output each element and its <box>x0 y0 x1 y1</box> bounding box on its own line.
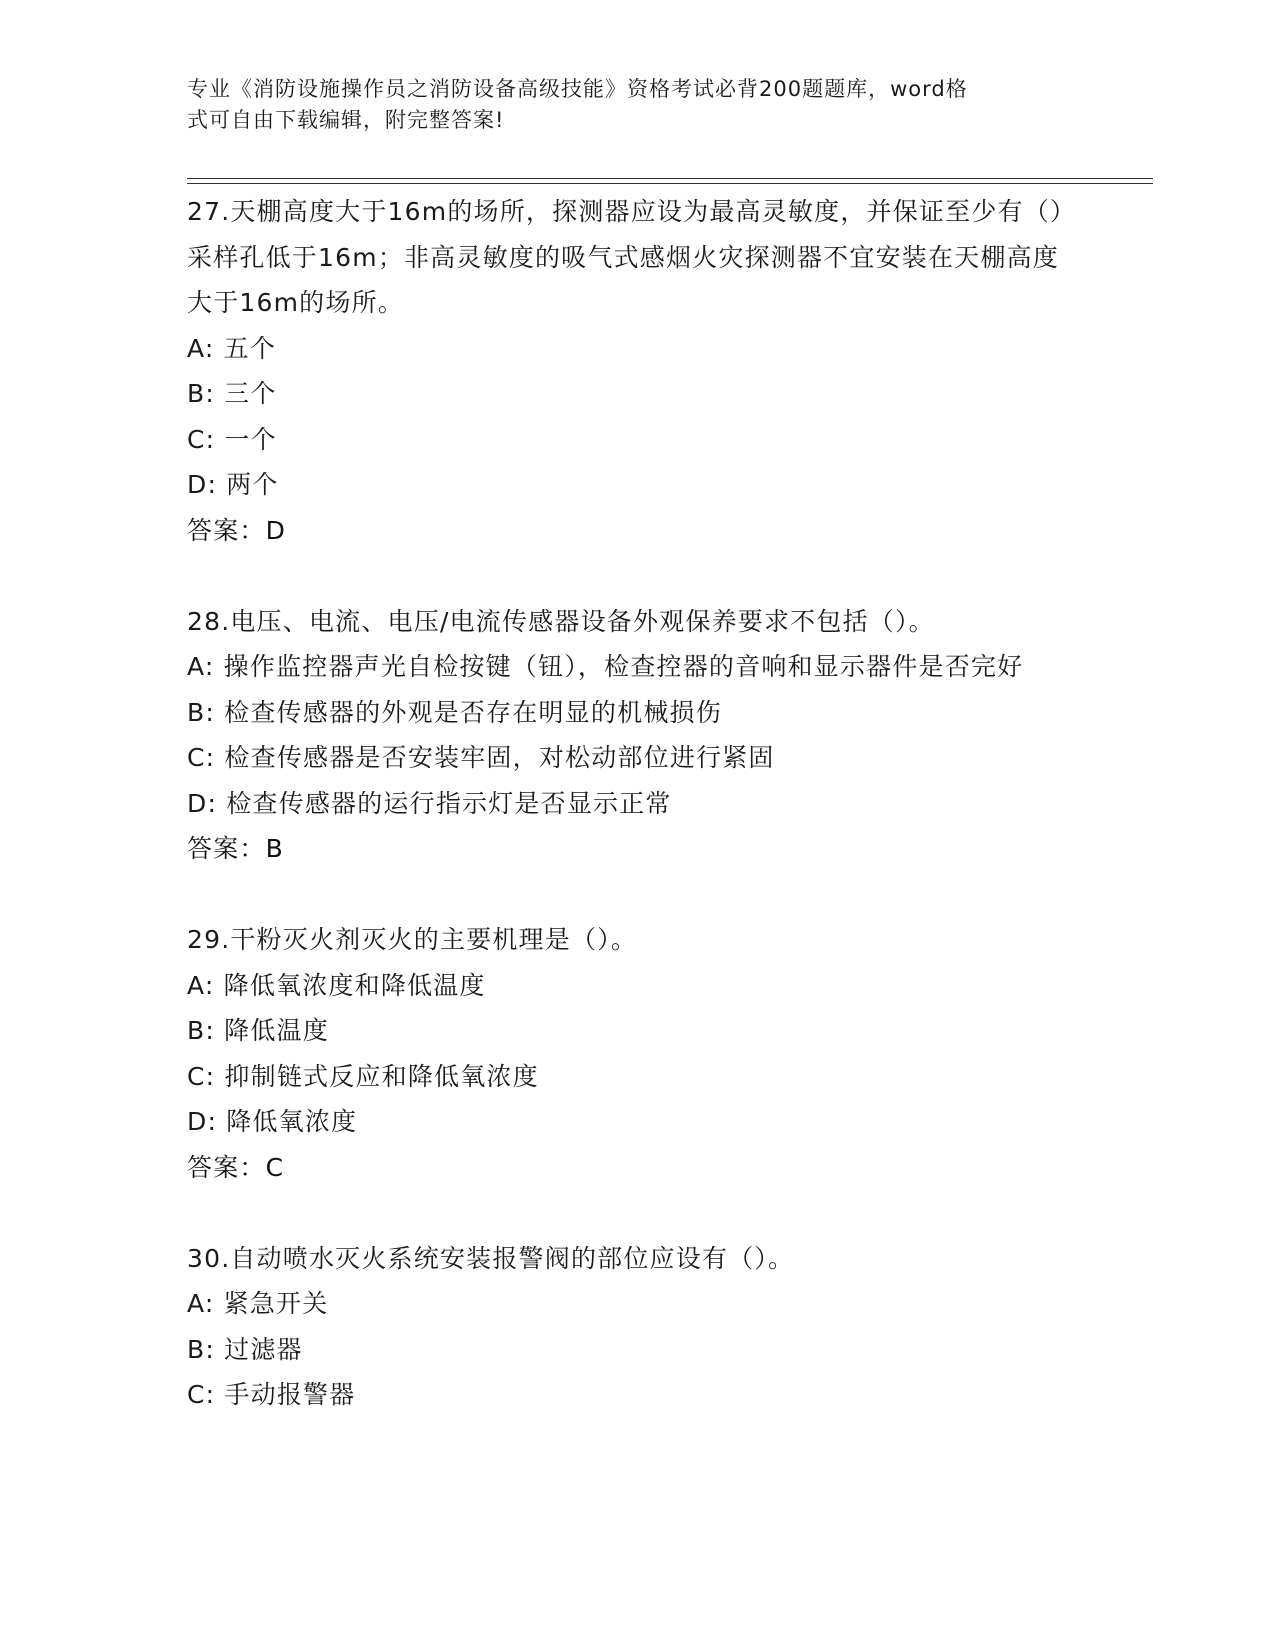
question-text: 27.天棚高度大于16m的场所，探测器应设为最高灵敏度，并保证至少有（）采样孔低于16m；非高灵敏度的吸气式感烟火灾探测器不宜安装在天棚高度大于16m的场所。 <box>187 197 1077 317</box>
option-a: A: 五个 <box>187 333 277 363</box>
option-d: D: 检查传感器的运行指示灯是否显示正常 <box>187 788 672 818</box>
question-27 <box>187 189 1087 553</box>
option-b: B: 过滤器 <box>187 1334 303 1364</box>
spacer <box>187 553 1087 599</box>
option-d: D: 两个 <box>187 470 279 499</box>
document-header <box>187 74 1067 136</box>
spacer <box>187 1190 1087 1236</box>
option-c: C: 检查传感器是否安装牢固，对松动部位进行紧固 <box>187 743 775 772</box>
question-text: 30.自动喷水灭火系统安装报警阀的部位应设有（）。 <box>187 1243 795 1273</box>
option-c: C: 一个 <box>187 424 277 454</box>
question-29 <box>187 917 1087 1190</box>
option-c: C: 手动报警器 <box>187 1380 356 1409</box>
option-d: D: 降低氧浓度 <box>187 1107 358 1136</box>
option-a: A: 紧急开关 <box>187 1289 329 1318</box>
option-a: A: 降低氧浓度和降低温度 <box>187 970 486 1000</box>
header-line-2: 式可自由下载编辑，附完整答案! <box>187 108 505 132</box>
question-text: 28.电压、电流、电压/电流传感器设备外观保养要求不包括（）。 <box>187 606 935 636</box>
question-30 <box>187 1236 1087 1418</box>
header-line-1: 专业《消防设施操作员之消防设备高级技能》资格考试必背200题题库，word格 <box>187 77 968 101</box>
header-divider-bottom <box>187 183 1153 184</box>
option-c: C: 抑制链式反应和降低氧浓度 <box>187 1061 539 1091</box>
option-b: B: 三个 <box>187 379 277 408</box>
question-list <box>187 189 1087 1418</box>
question-28 <box>187 599 1087 872</box>
answer-label: 答案：B <box>187 834 284 863</box>
option-b: B: 降低温度 <box>187 1016 329 1045</box>
answer-label: 答案：C <box>187 1152 285 1182</box>
option-b: B: 检查传感器的外观是否存在明显的机械损伤 <box>187 697 722 727</box>
answer-label: 答案：D <box>187 515 287 545</box>
header-divider-top <box>187 178 1153 179</box>
spacer <box>187 872 1087 918</box>
question-text: 29.干粉灭火剂灭火的主要机理是（）。 <box>187 925 638 954</box>
option-a: A: 操作监控器声光自检按键（钮），检查控器的音响和显示器件是否完好 <box>187 652 1024 681</box>
